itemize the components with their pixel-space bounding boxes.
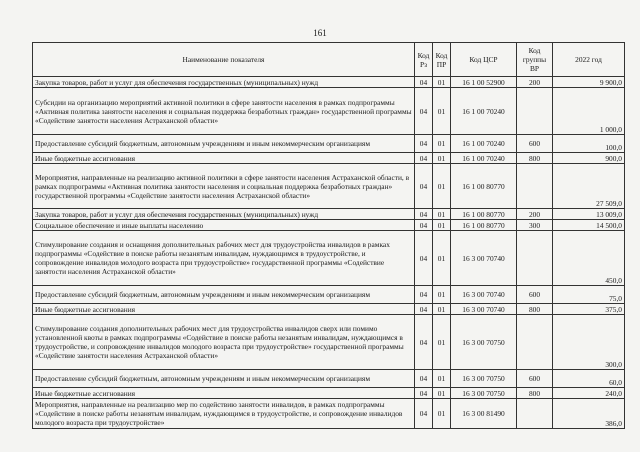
header-year: 2022 год	[553, 43, 625, 77]
row-vr: 600	[517, 135, 553, 153]
row-rz: 04	[415, 399, 433, 429]
row-pr: 01	[433, 286, 451, 304]
row-pr: 01	[433, 220, 451, 231]
row-pr: 01	[433, 164, 451, 209]
row-csr: 16 1 00 52900	[451, 77, 517, 88]
row-vr: 200	[517, 209, 553, 220]
row-name: Иные бюджетные ассигнования	[33, 304, 415, 315]
budget-table	[32, 42, 625, 429]
row-vr: 600	[517, 286, 553, 304]
row-pr: 01	[433, 399, 451, 429]
table-row	[33, 88, 625, 135]
row-vr: 300	[517, 220, 553, 231]
row-name: Предоставление субсидий бюджетным, автономным учреждениям и иным некоммерческим организациям	[33, 286, 415, 304]
row-pr: 01	[433, 388, 451, 399]
row-amount: 13 009,0	[553, 209, 625, 220]
row-vr	[517, 399, 553, 429]
row-name: Закупка товаров, работ и услуг для обеспечения государственных (муниципальных) нужд	[33, 77, 415, 88]
row-name: Мероприятия, направленные на реализацию активной политики в сфере занятости населения Астраханской области, в рамках подпрограммы «Активная политика занятости населения и социальная поддержка безработных граждан» государственной программы «Содействие занятости населения Астраханской области»	[33, 164, 415, 209]
table-row	[33, 135, 625, 153]
row-amount: 9 900,0	[553, 77, 625, 88]
row-vr: 800	[517, 153, 553, 164]
row-rz: 04	[415, 135, 433, 153]
row-name: Мероприятия, направленные на реализацию мер по содействию занятости инвалидов, в рамках подпрограммы «Содействие в поиске работы незанятым инвалидам, нуждающимся в трудоустройстве, и сопровождение инвалидов молодого возраста при трудоустройстве»	[33, 399, 415, 429]
row-rz: 04	[415, 220, 433, 231]
row-amount: 27 509,0	[553, 164, 625, 209]
row-name: Иные бюджетные ассигнования	[33, 153, 415, 164]
row-rz: 04	[415, 315, 433, 370]
row-pr: 01	[433, 315, 451, 370]
row-csr: 16 1 00 70240	[451, 153, 517, 164]
row-vr	[517, 88, 553, 135]
row-pr: 01	[433, 370, 451, 388]
table-row	[33, 231, 625, 286]
row-rz: 04	[415, 88, 433, 135]
row-vr: 800	[517, 388, 553, 399]
row-amount: 14 500,0	[553, 220, 625, 231]
row-csr: 16 3 00 70750	[451, 370, 517, 388]
row-pr: 01	[433, 209, 451, 220]
row-csr: 16 3 00 70740	[451, 304, 517, 315]
row-name: Предоставление субсидий бюджетным, автономным учреждениям и иным некоммерческим организациям	[33, 370, 415, 388]
table-row	[33, 304, 625, 315]
row-pr: 01	[433, 304, 451, 315]
table-row	[33, 209, 625, 220]
header-rz: Код Рз	[415, 43, 433, 77]
row-rz: 04	[415, 231, 433, 286]
table-row	[33, 153, 625, 164]
row-amount: 300,0	[553, 315, 625, 370]
row-amount: 900,0	[553, 153, 625, 164]
row-csr: 16 3 00 70740	[451, 231, 517, 286]
page-number: 161	[313, 28, 327, 38]
table-row	[33, 315, 625, 370]
table-row	[33, 370, 625, 388]
row-name: Иные бюджетные ассигнования	[33, 388, 415, 399]
header-vr: Код группы ВР	[517, 43, 553, 77]
row-rz: 04	[415, 304, 433, 315]
table-row	[33, 399, 625, 429]
row-rz: 04	[415, 286, 433, 304]
row-vr: 600	[517, 370, 553, 388]
row-rz: 04	[415, 388, 433, 399]
row-vr	[517, 231, 553, 286]
row-vr	[517, 164, 553, 209]
header-name: Наименование показателя	[33, 43, 415, 77]
row-amount: 450,0	[553, 231, 625, 286]
row-pr: 01	[433, 135, 451, 153]
table-row	[33, 220, 625, 231]
header-pr: Код ПР	[433, 43, 451, 77]
row-amount: 1 000,0	[553, 88, 625, 135]
header-row	[33, 43, 625, 77]
row-pr: 01	[433, 77, 451, 88]
row-vr	[517, 315, 553, 370]
row-amount: 60,0	[553, 370, 625, 388]
row-pr: 01	[433, 153, 451, 164]
row-rz: 04	[415, 164, 433, 209]
row-rz: 04	[415, 209, 433, 220]
row-csr: 16 1 00 80770	[451, 164, 517, 209]
row-name: Стимулирование создания дополнительных рабочих мест для трудоустройства инвалидов сверх или помимо установленной квоты в рамках подпрограммы «Содействие в поиске работы незанятым инвалидам, нуждающимся в трудоустройстве, и сопровождение инвалидов молодого возраста при трудоустройстве» государственной программы «Содействие занятости населения Астраханской области»	[33, 315, 415, 370]
table-row	[33, 286, 625, 304]
table-row	[33, 388, 625, 399]
row-amount: 375,0	[553, 304, 625, 315]
row-csr: 16 3 00 70750	[451, 388, 517, 399]
row-name: Стимулирование создания и оснащения дополнительных рабочих мест для трудоустройства инвалидов в рамках подпрограммы «Содействие в поиске работы незанятым инвалидам, нуждающимся в трудоустройстве, и сопровождение инвалидов молодого возраста при трудоустройстве» государственной программы «Содействие занятости населения Астраханской области»	[33, 231, 415, 286]
row-csr: 16 3 00 81490	[451, 399, 517, 429]
row-rz: 04	[415, 77, 433, 88]
row-csr: 16 3 00 70740	[451, 286, 517, 304]
row-amount: 75,0	[553, 286, 625, 304]
row-vr: 800	[517, 304, 553, 315]
header-csr: Код ЦСР	[451, 43, 517, 77]
row-pr: 01	[433, 88, 451, 135]
row-rz: 04	[415, 370, 433, 388]
table-row	[33, 77, 625, 88]
row-csr: 16 3 00 70750	[451, 315, 517, 370]
row-csr: 16 1 00 80770	[451, 220, 517, 231]
row-name: Социальное обеспечение и иные выплаты населению	[33, 220, 415, 231]
row-amount: 386,0	[553, 399, 625, 429]
row-csr: 16 1 00 70240	[451, 135, 517, 153]
table-row	[33, 164, 625, 209]
row-csr: 16 1 00 80770	[451, 209, 517, 220]
row-csr: 16 1 00 70240	[451, 88, 517, 135]
row-vr: 200	[517, 77, 553, 88]
row-name: Закупка товаров, работ и услуг для обеспечения государственных (муниципальных) нужд	[33, 209, 415, 220]
row-pr: 01	[433, 231, 451, 286]
row-name: Субсидии на организацию мероприятий активной политики в сфере занятости населения в рамках подпрограммы «Активная политика занятости населения и социальная поддержка безработных граждан» государственной программы «Содействие занятости населения Астраханской области»	[33, 88, 415, 135]
row-rz: 04	[415, 153, 433, 164]
row-amount: 240,0	[553, 388, 625, 399]
row-name: Предоставление субсидий бюджетным, автономным учреждениям и иным некоммерческим организациям	[33, 135, 415, 153]
row-amount: 100,0	[553, 135, 625, 153]
